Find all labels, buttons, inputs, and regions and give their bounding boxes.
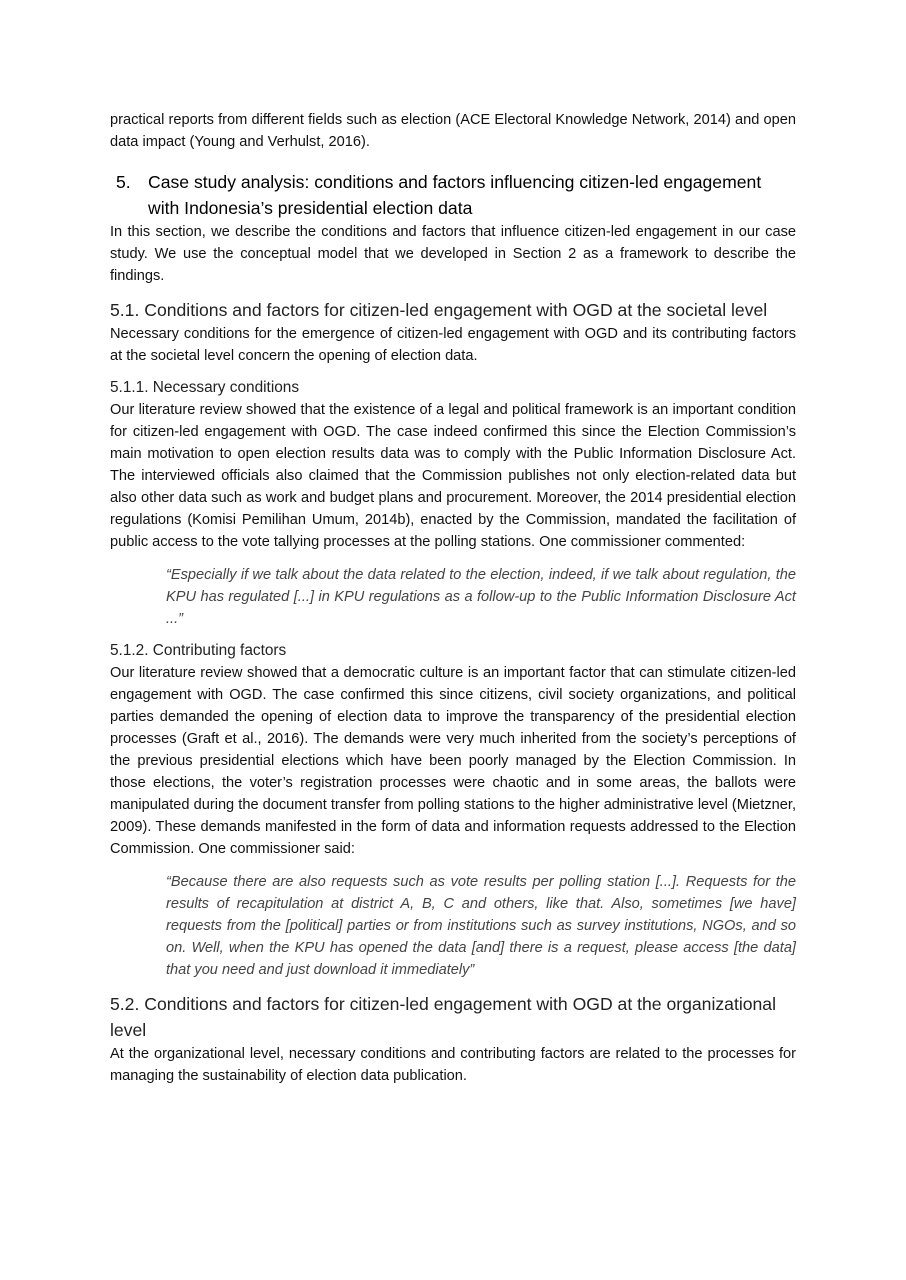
section-5-1-heading: 5.1. Conditions and factors for citizen-led engagement with OGD at the societal level [110,300,768,320]
section-5-2-heading: 5.2. Conditions and factors for citizen-led engagement with OGD at the organizational level [110,994,777,1040]
intro-paragraph: practical reports from different fields such as election (ACE Electoral Knowledge Network, 2014) and open data impact (Young and Verhulst, 2016). [110,112,796,150]
section-5-number: 5. [116,172,131,192]
section-5-1-1-quote: “Especially if we talk about the data related to the election, indeed, if we talk about regulation, the KPU has regulated [...] in KPU regulations as a follow-up to the Public Information Disclosure Act ...” [166,567,796,627]
section-5-1-2-quote: “Because there are also requests such as vote results per polling station [...]. Requests for the results of recapitulation at district A, B, C and others, like that. Also, sometimes [we have] requests from the [political] parties or from institutions such as survey institutions, NGOs, and so on. Well, when the KPU has opened the data [and] there is a request, please access [the data] that you need and just download it immediately” [166,874,796,978]
section-5-title: Case study analysis: conditions and factors influencing citizen-led engagement with Indonesia’s presidential election data [148,172,762,218]
section-5-1-2-heading: 5.1.2. Contributing factors [110,642,287,659]
section-5-1-1-paragraph: Our literature review showed that the existence of a legal and political framework is an important condition for citizen-led engagement with OGD. The case indeed confirmed this since the Election Commission’s main motivation to open election results data was to comply with the Public Information Disclosure Act. The interviewed officials also claimed that the Commission publishes not only election-related data but also other data such as work and budget plans and procurement. Moreover, the 2014 presidential election regulations (Komisi Pemilihan Umum, 2014b), enacted by the Commission, mandated the facilitation of public access to the vote tallying processes at the polling stations. One commissioner commented: [110,402,796,550]
section-5-heading [110,169,796,221]
section-5-1-paragraph: Necessary conditions for the emergence of citizen-led engagement with OGD and its contributing factors at the societal level concern the opening of election data. [110,326,796,364]
section-5-2-paragraph: At the organizational level, necessary conditions and contributing factors are related to the processes for managing the sustainability of election data publication. [110,1046,796,1084]
document-page [110,109,796,1087]
section-5-1-1-heading: 5.1.1. Necessary conditions [110,379,300,396]
section-5-paragraph: In this section, we describe the conditions and factors that influence citizen-led engagement in our case study. We use the conceptual model that we developed in Section 2 as a framework to describe the findings. [110,224,796,284]
section-5-1-2-paragraph: Our literature review showed that a democratic culture is an important factor that can stimulate citizen-led engagement with OGD. The case confirmed this since citizens, civil society organizations, and political parties demanded the opening of election data to improve the transparency of the presidential election processes (Graft et al., 2016). The demands were very much inherited from the society’s perceptions of the previous presidential elections which have been poorly managed by the Election Commission. In those elections, the voter’s registration processes were chaotic and in some areas, the ballots were manipulated during the document transfer from polling stations to the higher administrative level (Mietzner, 2009). These demands manifested in the form of data and information requests addressed to the Election Commission. One commissioner said: [110,665,796,857]
